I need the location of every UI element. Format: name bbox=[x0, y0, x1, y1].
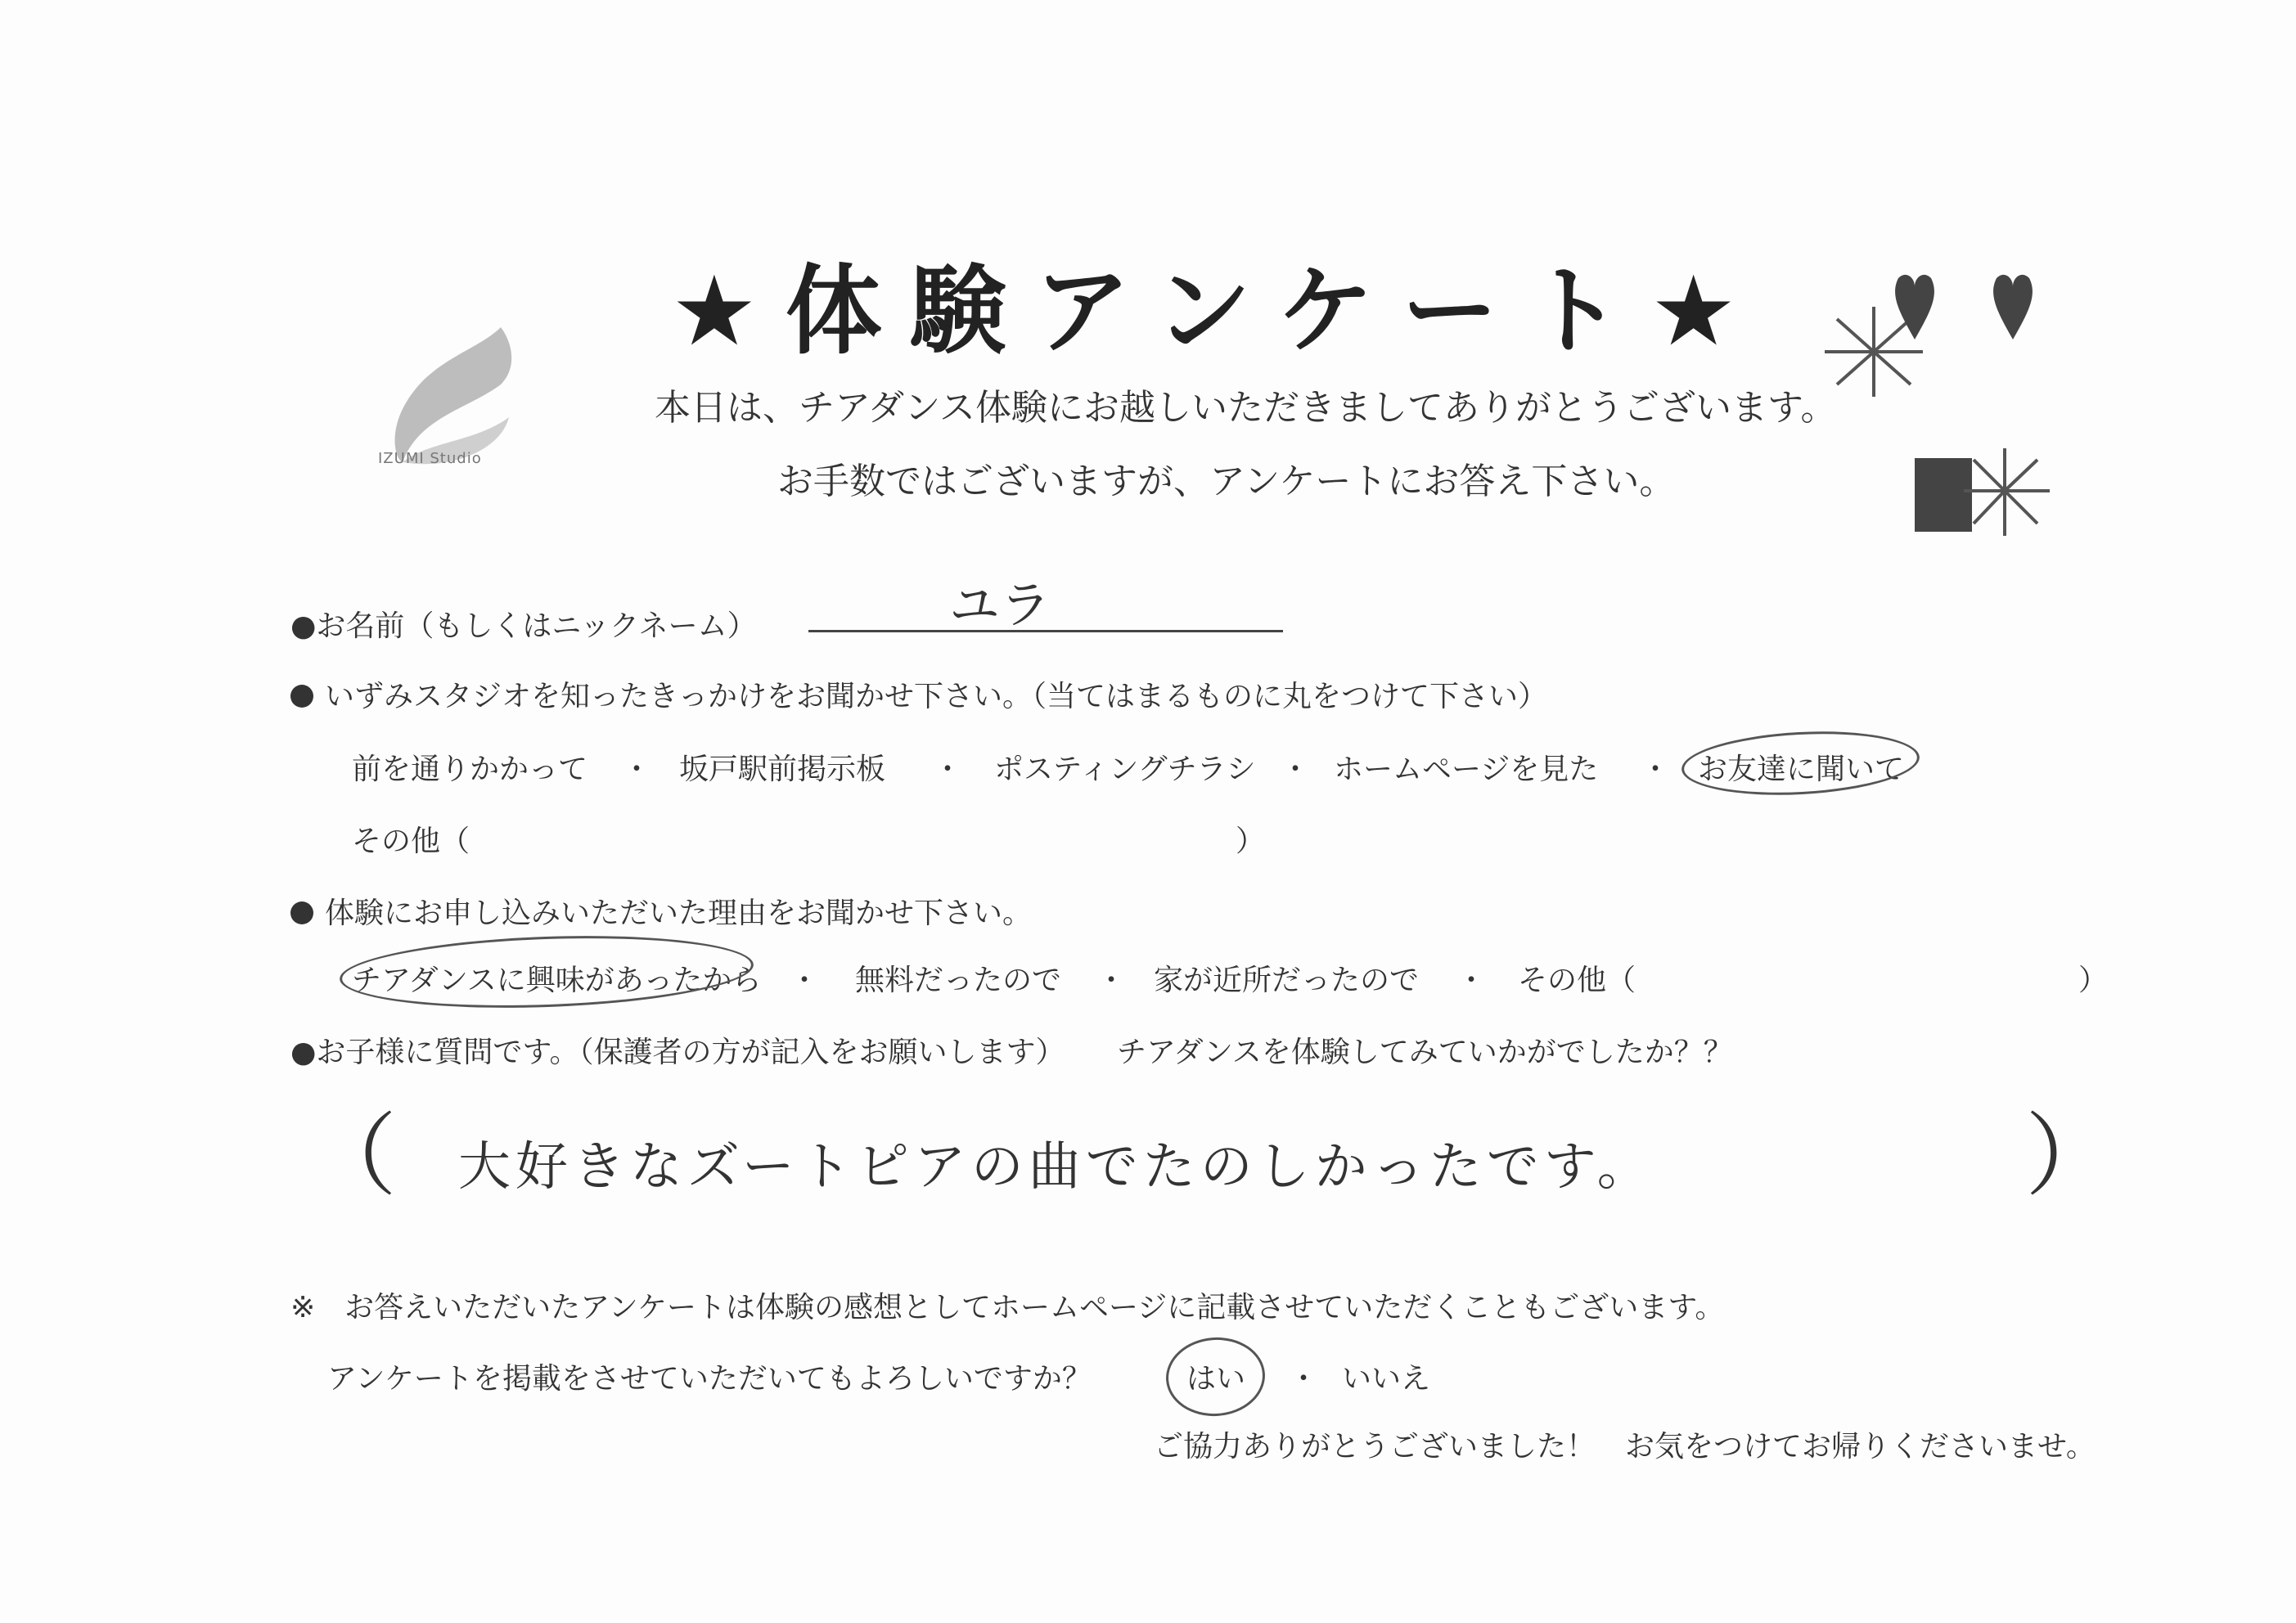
source-question-label: いずみスタジオを知ったきっかけをお聞かせ下さい。（当てはまるものに丸をつけて下さい） bbox=[325, 680, 1548, 713]
logo-text: IZUMI Studio bbox=[378, 450, 482, 467]
cheer-pompom-icon bbox=[1907, 442, 2054, 540]
separator: ・ bbox=[1641, 753, 1671, 786]
source-option-homepage[interactable]: ホームページを見た bbox=[1334, 753, 1599, 786]
heart-icon bbox=[1988, 270, 2037, 344]
separator: ・ bbox=[1289, 1362, 1319, 1396]
separator: ・ bbox=[1096, 964, 1127, 997]
source-other-label: その他（ bbox=[352, 825, 470, 858]
answer-paren-open: （ bbox=[307, 1104, 397, 1208]
answer-paren-close: ） bbox=[2025, 1104, 2115, 1208]
heart-icon bbox=[1890, 270, 1939, 344]
source-option-walk-by[interactable]: 前を通りかかって bbox=[352, 753, 588, 786]
reason-question-label: 体験にお申し込みいただいた理由をお聞かせ下さい。 bbox=[325, 897, 1033, 930]
permission-question: アンケートを掲載をさせていただいてもよろしいですか？ bbox=[327, 1362, 1092, 1396]
source-option-friend[interactable]: お友達に聞いて bbox=[1698, 753, 1905, 786]
selected-circle bbox=[1680, 726, 1921, 800]
reason-other-close: ） bbox=[2078, 964, 2109, 997]
name-question-label: ●お名前（もしくはニックネーム） bbox=[290, 609, 757, 643]
intro-line-1: 本日は、チアダンス体験にお越しいただきましてありがとうございます。 bbox=[655, 387, 1837, 429]
permission-yes[interactable]: はい bbox=[1186, 1362, 1246, 1396]
notice-line: ※ お答えいただいたアンケートは体験の感想としてホームページに記載させていただくこともございます。 bbox=[290, 1291, 1725, 1324]
child-question: チアダンスを体験してみていかがでしたか？？ bbox=[1117, 1036, 1733, 1069]
permission-no[interactable]: いいえ bbox=[1342, 1362, 1431, 1396]
bullet-icon bbox=[290, 685, 313, 708]
separator: ・ bbox=[1281, 753, 1311, 786]
separator: ・ bbox=[790, 964, 820, 997]
reason-option-interest[interactable]: チアダンスに興味があったから bbox=[352, 964, 762, 997]
intro-line-2: お手数ではございますが、アンケートにお答え下さい。 bbox=[777, 461, 1676, 502]
selected-circle bbox=[339, 929, 755, 1014]
reason-option-nearby[interactable]: 家が近所だったので bbox=[1154, 964, 1420, 997]
source-option-bulletin-board[interactable]: 坂戸駅前掲示板 bbox=[679, 753, 886, 786]
selected-circle bbox=[1164, 1334, 1267, 1419]
separator: ・ bbox=[1456, 964, 1487, 997]
child-answer[interactable]: 大好きなズートピアの曲でたのしかったです。 bbox=[458, 1137, 1654, 1198]
page-title: ★体験アンケート★ bbox=[671, 254, 1765, 367]
source-other-close: ） bbox=[1236, 825, 1266, 858]
reason-option-free[interactable]: 無料だったので bbox=[855, 964, 1062, 997]
closing-message: ご協力ありがとうございました！ お気をつけてお帰りくださいませ。 bbox=[1154, 1430, 2096, 1463]
child-question-label: ●お子様に質問です。（保護者の方が記入をお願いします） bbox=[290, 1036, 1065, 1069]
separator: ・ bbox=[933, 753, 963, 786]
bullet-icon bbox=[290, 901, 313, 924]
source-option-flyer[interactable]: ポスティングチラシ bbox=[994, 753, 1256, 786]
source-question bbox=[290, 673, 1547, 715]
separator: ・ bbox=[622, 753, 652, 786]
reason-question bbox=[290, 890, 1032, 932]
reason-option-other[interactable]: その他（ bbox=[1518, 964, 1636, 997]
name-value[interactable]: ユラ bbox=[949, 575, 1051, 635]
